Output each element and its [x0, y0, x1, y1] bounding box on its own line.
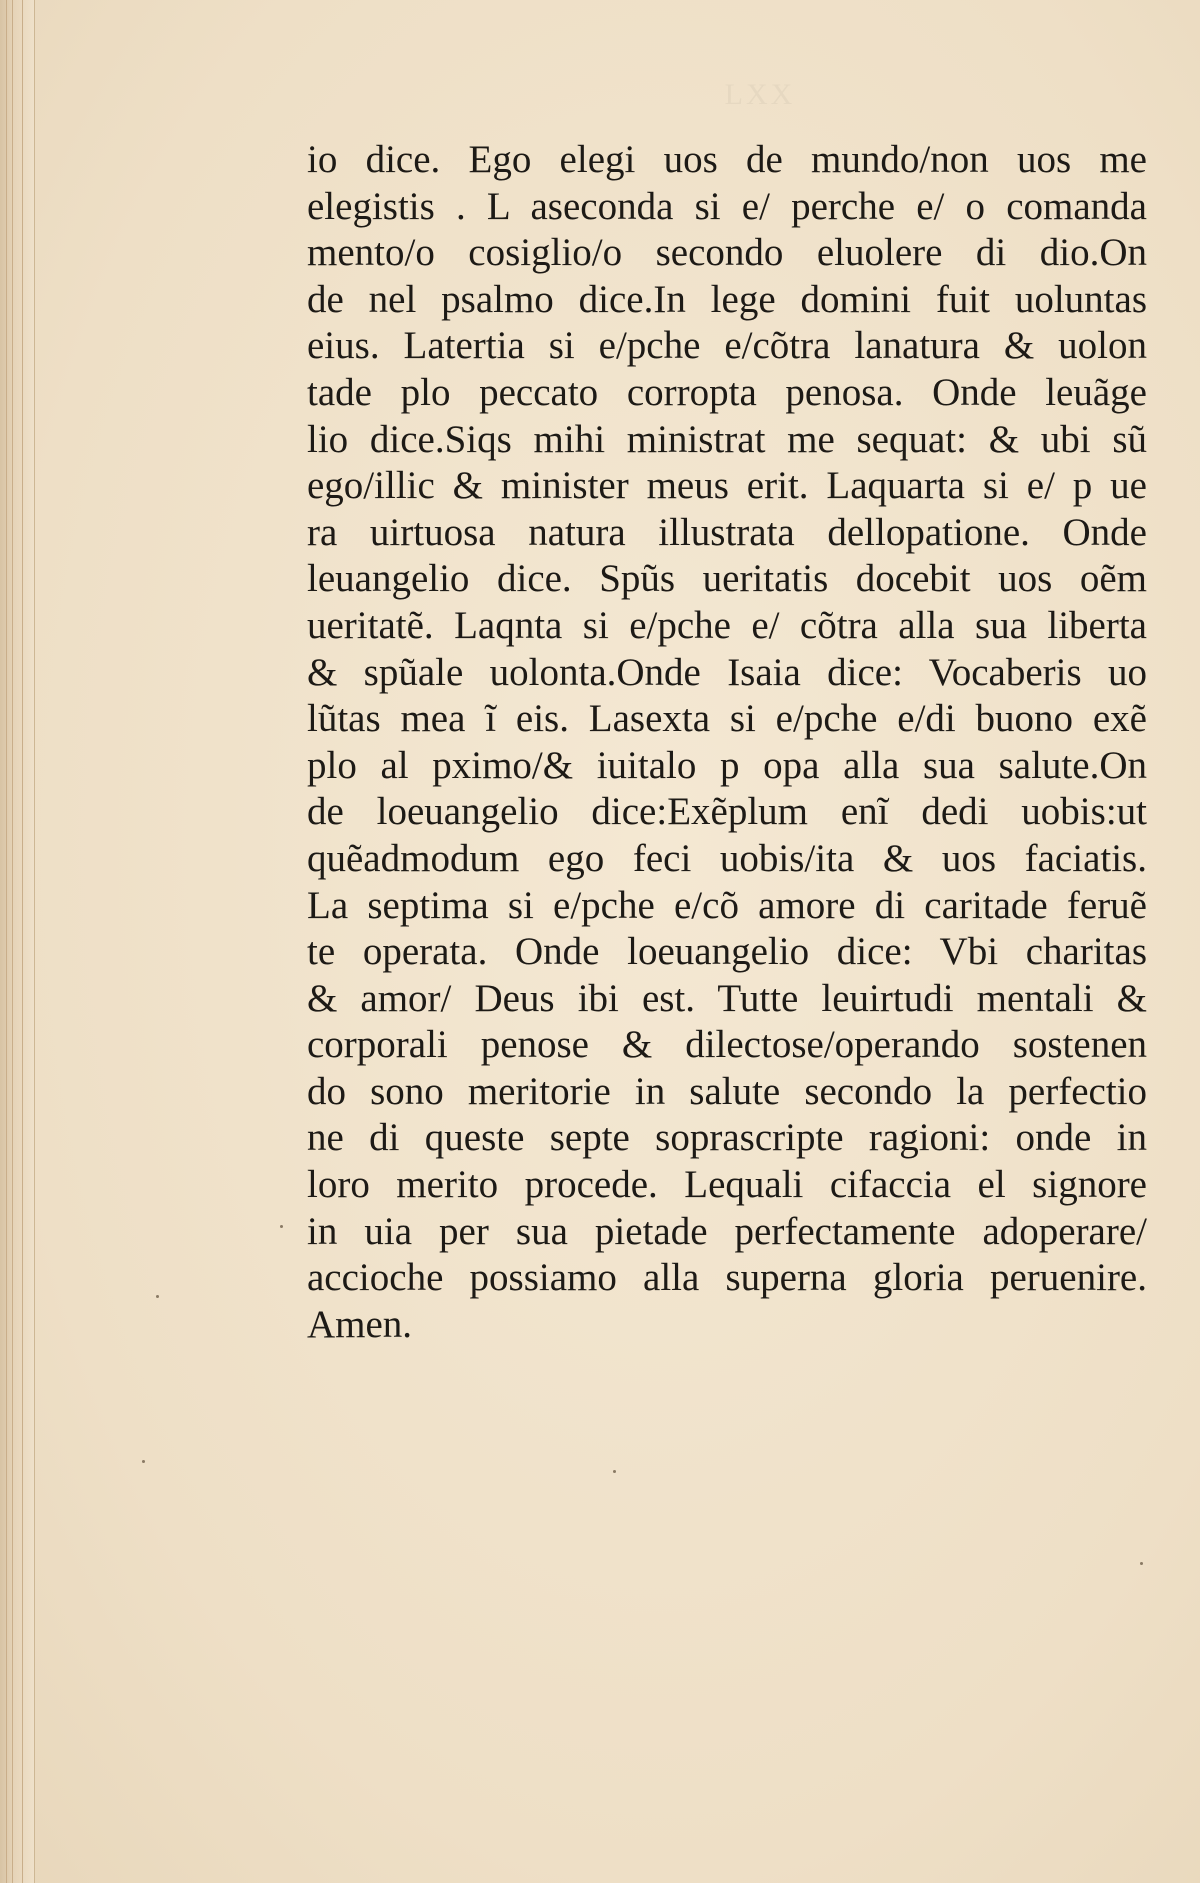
text-line: do sono meritorie in salute secondo la perfectio [307, 1069, 1147, 1113]
text-line: mento/o cosiglio/o secondo eluolere di dio.On [307, 231, 1147, 275]
text-line: de nel psalmo dice.In lege domini fuit uoluntas [307, 277, 1147, 321]
text-line: lio dice.Siqs mihi ministrat me sequat: & ubi sũ [307, 417, 1147, 461]
paper-speck [613, 1470, 616, 1473]
text-line: Amen. [307, 1302, 413, 1346]
text-line: te operata. Onde loeuangelio dice: Vbi charitas [307, 930, 1147, 974]
paper-speck [1140, 1562, 1143, 1565]
binding-line [6, 0, 7, 1883]
text-line: La septima si e/pche e/cõ amore di caritade feruẽ [307, 883, 1147, 927]
text-line: ra uirtuosa natura illustrata dellopatione. Onde [307, 510, 1147, 554]
text-line: quẽadmodum ego feci uobis/ita & uos faciatis. [307, 836, 1147, 880]
text-block [307, 137, 1147, 1348]
folio-number: LXX [724, 78, 796, 111]
text-line: leuangelio dice. Spũs ueritatis docebit uos oẽm [307, 557, 1147, 601]
text-line: ueritatẽ. Laqnta si e/pche e/ cõtra alla sua liberta [307, 603, 1147, 647]
text-line: plo al pximo/& iuitalo p opa alla sua salute.On [307, 743, 1147, 787]
text-line: lũtas mea ĩ eis. Lasexta si e/pche e/di buono exẽ [307, 697, 1147, 741]
text-line: corporali penose & dilectose/operando sostenen [307, 1023, 1147, 1067]
text-line: in uia per sua pietade perfectamente adoperare/ [307, 1209, 1147, 1253]
paper-speck [142, 1460, 145, 1463]
text-line: de loeuangelio dice:Exẽplum enĩ dedi uobis:ut [307, 790, 1147, 834]
paper-speck [280, 1225, 283, 1228]
text-line: io dice. Ego elegi uos de mundo/non uos me [307, 138, 1147, 181]
paper-speck [156, 1295, 159, 1298]
text-line: ne di queste septe soprascripte ragioni: onde in [307, 1116, 1147, 1160]
text-line: & spũale uolonta.Onde Isaia dice: Vocaberis uo [307, 650, 1147, 694]
binding-line [12, 0, 13, 1883]
binding-line [22, 0, 23, 1883]
text-line: & amor/ Deus ibi est. Tutte leuirtudi mentali & [307, 976, 1147, 1020]
text-line: eius. Latertia si e/pche e/cõtra lanatura & uolon [307, 324, 1147, 368]
text-line: elegistis . L aseconda si e/ perche e/ o comanda [307, 184, 1147, 228]
text-line: tade plo peccato corropta penosa. Onde leuãge [307, 370, 1147, 414]
text-line: loro merito procede. Lequali cifaccia el signore [307, 1163, 1147, 1207]
text-line: ego/illic & minister meus erit. Laquarta si e/ p ue [307, 464, 1147, 508]
text-line: accioche possiamo alla superna gloria peruenire. [307, 1256, 1147, 1300]
